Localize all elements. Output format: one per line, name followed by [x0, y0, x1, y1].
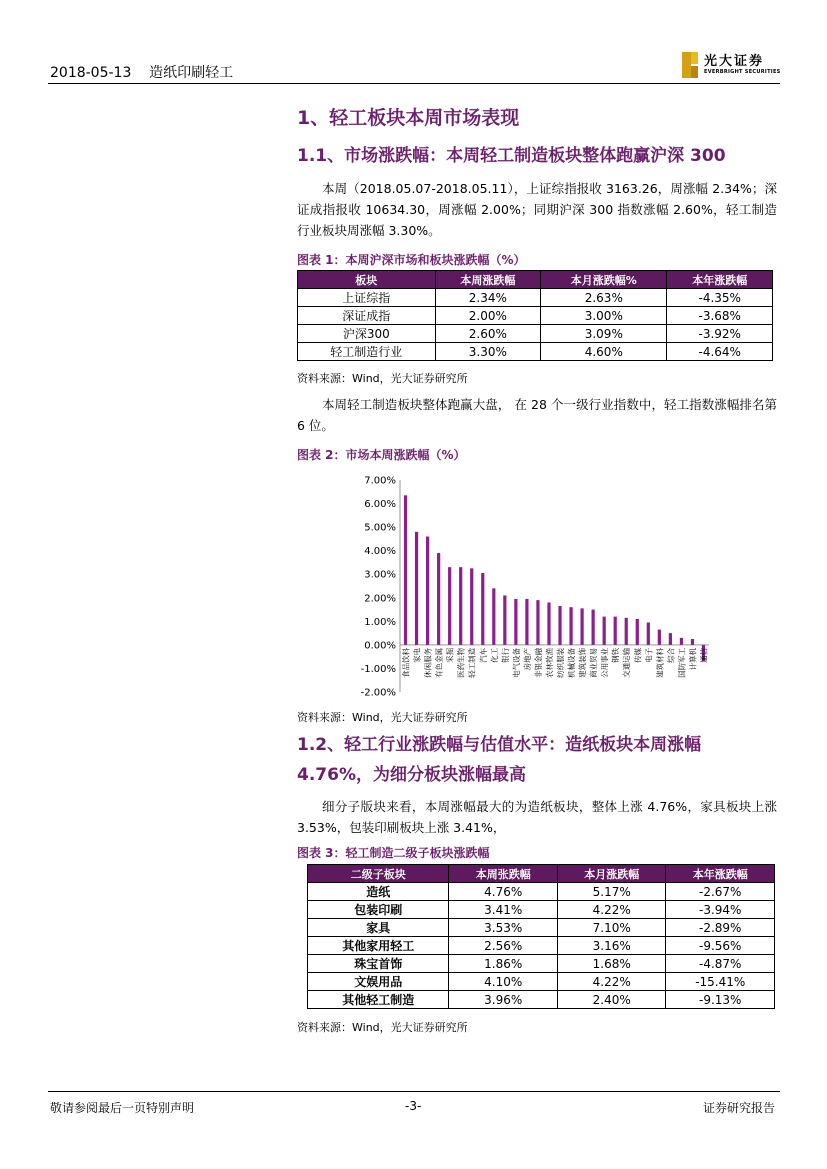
- table-cell: -2.67%: [666, 883, 775, 901]
- table-cell: 2.63%: [541, 289, 667, 307]
- bar-5: [459, 567, 462, 645]
- bar-24: [669, 633, 672, 645]
- section-1-1-paragraph: [297, 178, 777, 241]
- table-cell: -2.89%: [666, 919, 775, 937]
- logo-text-cn: 光大证券: [704, 54, 765, 69]
- chart-2-bar-chart: [297, 466, 781, 704]
- bar-18: [603, 617, 606, 645]
- category-label: 家电: [412, 647, 422, 663]
- table-3-caption: 图表 3：轻工制造二级子板块涨跌幅: [297, 846, 490, 860]
- logo-text-en: EVERBRIGHT SECURITIES: [704, 69, 781, 75]
- bar-19: [614, 617, 617, 645]
- bar-23: [658, 630, 661, 645]
- category-label: 国防军工: [677, 647, 687, 678]
- bar-12: [536, 600, 539, 645]
- category-label: 轻工制造: [467, 647, 477, 678]
- table-cell: 2.34%: [435, 289, 541, 307]
- category-label: 房地产: [522, 647, 532, 671]
- category-label: 休闲服务: [423, 647, 433, 678]
- bar-15: [569, 607, 572, 645]
- table-1-source: 资料来源：Wind，光大证券研究所: [297, 372, 468, 385]
- table-cell: -9.56%: [666, 937, 775, 955]
- table-row: [298, 343, 773, 361]
- table-header-cell: 本周张跌幅: [449, 865, 558, 883]
- table-cell: 4.60%: [541, 343, 667, 361]
- table-row-label: 轻工制造行业: [298, 343, 436, 361]
- table-row: [308, 901, 775, 919]
- table-row-label: 其他家用轻工: [308, 937, 449, 955]
- table-cell: 7.10%: [557, 919, 666, 937]
- y-tick-label: 0.00%: [364, 640, 396, 652]
- table-row: [308, 973, 775, 991]
- table-cell: -3.68%: [667, 307, 773, 325]
- table-cell: -4.35%: [667, 289, 773, 307]
- category-label: 农林牧渔: [544, 647, 554, 678]
- table-row: [308, 919, 775, 937]
- table-header-cell: 本年涨跌幅: [666, 865, 775, 883]
- table-cell: 2.00%: [435, 307, 541, 325]
- paragraph-text: 细分子版块来看，本周涨幅最大的为造纸板块，整体上涨 4.76%，家具板块上涨 3.53%，包装印刷板块上涨 3.41%，: [297, 799, 777, 835]
- table-cell: 3.53%: [449, 919, 558, 937]
- category-label: 纺织服装: [556, 647, 566, 678]
- bar-4: [448, 567, 451, 645]
- bar-11: [525, 599, 528, 645]
- category-label: 食品饮料: [401, 647, 411, 678]
- table-cell: 4.10%: [449, 973, 558, 991]
- table-cell: -3.94%: [666, 901, 775, 919]
- bar-0: [404, 495, 407, 645]
- bar-9: [503, 595, 506, 644]
- y-tick-label: -1.00%: [360, 663, 396, 675]
- bar-2: [426, 537, 429, 645]
- table-row-label: 沪深300: [298, 325, 436, 343]
- footer-report-type: 证券研究报告: [703, 1101, 776, 1115]
- table-3-source: 资料来源：Wind，光大证券研究所: [297, 1021, 468, 1034]
- table-row: [308, 955, 775, 973]
- category-label: 商业贸易: [589, 647, 599, 678]
- table-cell: -4.87%: [666, 955, 775, 973]
- bar-25: [680, 638, 683, 645]
- logo-mark-icon: [682, 52, 698, 78]
- bar-14: [558, 606, 561, 645]
- brand-logo: [682, 48, 782, 82]
- category-label: 钢铁: [611, 647, 621, 663]
- bar-6: [470, 568, 473, 645]
- table-cell: 3.16%: [557, 937, 666, 955]
- table-cell: 4.22%: [557, 973, 666, 991]
- table-row-label: 珠宝首饰: [308, 955, 449, 973]
- table-header-cell: 板块: [298, 271, 436, 289]
- table-row-label: 家具: [308, 919, 449, 937]
- paragraph-text: 本周（2018.05.07-2018.05.11），上证综指报收 3163.26，周涨幅 2.34%；深证成指报收 10634.30，周涨幅 2.00%；同期沪深 300 指数涨幅 2.60%，轻工制造行业板块周涨幅 3.30%。: [297, 181, 777, 238]
- category-label: 有色金属: [434, 647, 444, 678]
- category-label: 化工: [489, 647, 499, 663]
- bar-26: [691, 639, 694, 645]
- table-cell: 2.56%: [449, 937, 558, 955]
- category-label: 电子: [644, 647, 654, 663]
- table-cell: 3.41%: [449, 901, 558, 919]
- section-1-2-title-line2: 4.76%，为细分板块涨幅最高: [297, 765, 526, 785]
- y-tick-label: 6.00%: [364, 499, 396, 511]
- bar-10: [514, 599, 517, 645]
- section-1-title: 1、轻工板块本周市场表现: [297, 107, 520, 129]
- bar-21: [636, 619, 639, 645]
- table-header-cell: 本年涨跌幅: [667, 271, 773, 289]
- table-header-cell: 本月涨跌幅%: [541, 271, 667, 289]
- y-tick-label: 7.00%: [364, 475, 396, 487]
- bar-16: [580, 608, 583, 645]
- table-row: [308, 883, 775, 901]
- bar-17: [592, 610, 595, 645]
- table-cell: 3.30%: [435, 343, 541, 361]
- table-header-cell: 本月涨跌幅: [557, 865, 666, 883]
- table-row-label: 其他轻工制造: [308, 991, 449, 1009]
- table-1: [297, 270, 773, 361]
- table-cell: -3.92%: [667, 325, 773, 343]
- category-label: 计算机: [688, 647, 698, 671]
- chart-2-source: 资料来源：Wind，光大证券研究所: [297, 711, 468, 724]
- category-label: 采掘: [445, 647, 455, 663]
- table-cell: 3.96%: [449, 991, 558, 1009]
- table-cell: 3.00%: [541, 307, 667, 325]
- table-row: [298, 289, 773, 307]
- table-cell: 3.09%: [541, 325, 667, 343]
- category-label: 综合: [666, 647, 676, 663]
- y-tick-label: 3.00%: [364, 569, 396, 581]
- category-label: 通信: [699, 647, 709, 663]
- chart-2-caption: 图表 2：市场本周涨跌幅（%）: [297, 448, 466, 462]
- footer-disclaimer: 敬请参阅最后一页特别声明: [50, 1101, 195, 1115]
- table-row-label: 上证综指: [298, 289, 436, 307]
- table-row-label: 造纸: [308, 883, 449, 901]
- section-1-1-title: 1.1、市场涨跌幅：本周轻工制造板块整体跑赢沪深 300: [297, 146, 726, 166]
- table-cell: 1.86%: [449, 955, 558, 973]
- y-tick-label: 1.00%: [364, 616, 396, 628]
- category-label: 传媒: [633, 647, 643, 663]
- table-1-caption: 图表 1：本周沪深市场和板块涨跌幅（%）: [297, 253, 526, 267]
- footer-divider: [48, 1091, 780, 1092]
- table-cell: -9.13%: [666, 991, 775, 1009]
- table-row-label: 文娱用品: [308, 973, 449, 991]
- y-tick-label: 4.00%: [364, 546, 396, 558]
- table-header-cell: 本周涨跌幅: [435, 271, 541, 289]
- paragraph-2: [297, 394, 777, 436]
- bar-22: [647, 623, 650, 645]
- bar-3: [437, 553, 440, 645]
- paragraph-text: 本周轻工制造板块整体跑赢大盘， 在 28 个一级行业指数中，轻工指数涨幅排名第 6 位。: [297, 397, 777, 433]
- category-label: 非银金融: [533, 647, 543, 678]
- category-label: 医药生物: [456, 647, 466, 678]
- category-label: 公用事业: [600, 647, 610, 678]
- header-date-sector: 2018-05-13 造纸印刷轻工: [50, 65, 234, 81]
- table-cell: 4.22%: [557, 901, 666, 919]
- table-cell: 4.76%: [449, 883, 558, 901]
- table-cell: 2.60%: [435, 325, 541, 343]
- table-row: [308, 991, 775, 1009]
- category-label: 机械设备: [567, 647, 577, 678]
- table-row: [308, 937, 775, 955]
- table-row: [298, 307, 773, 325]
- bar-8: [492, 588, 495, 645]
- category-label: 银行: [500, 647, 510, 663]
- section-1-2-title-line1: 1.2、轻工行业涨跌幅与估值水平：造纸板块本周涨幅: [297, 735, 702, 755]
- bar-13: [547, 602, 550, 644]
- table-cell: -4.64%: [667, 343, 773, 361]
- category-label: 交通运输: [622, 647, 632, 678]
- y-tick-label: 5.00%: [364, 522, 396, 534]
- table-row-label: 包装印刷: [308, 901, 449, 919]
- category-label: 电气设备: [511, 647, 521, 678]
- header-divider: [48, 83, 780, 84]
- bar-1: [415, 532, 418, 645]
- category-label: 汽车: [478, 647, 488, 663]
- table-cell: -15.41%: [666, 973, 775, 991]
- bar-20: [625, 618, 628, 645]
- table-row-label: 深证成指: [298, 307, 436, 325]
- category-label: 建筑材料: [655, 647, 665, 678]
- y-tick-label: -2.00%: [360, 687, 396, 699]
- page-number: -3-: [405, 1099, 422, 1113]
- category-label: 建筑装饰: [578, 647, 588, 678]
- table-cell: 1.68%: [557, 955, 666, 973]
- table-cell: 2.40%: [557, 991, 666, 1009]
- table-header-cell: 二级子板块: [308, 865, 449, 883]
- section-1-2-paragraph: [297, 796, 777, 838]
- table-cell: 5.17%: [557, 883, 666, 901]
- table-row: [298, 325, 773, 343]
- bar-7: [481, 573, 484, 645]
- table-3: [307, 864, 775, 1009]
- y-tick-label: 2.00%: [364, 593, 396, 605]
